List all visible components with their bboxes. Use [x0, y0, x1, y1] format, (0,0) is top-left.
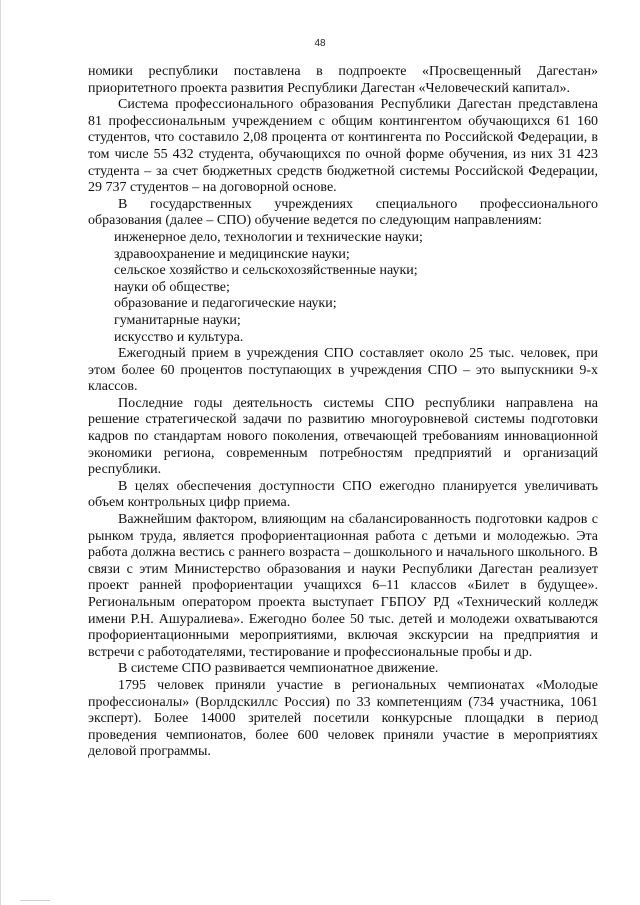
list-item: искусство и культура.	[114, 329, 244, 345]
paragraph-spo-system: Система профессионального образования Республики Дагестан представлена 81 профессиональным учреждением с общим контингентом обучающихся 61 160 студентов, что составило 2,08 процента от контингента по Российской Федерации, в том числе 55 432 студента, обучающихся по очной форме обучения, из них 31 423 студента – за счет бюджетных средств бюджетной системы Российской Федерации, 29 737 студентов – на договорной основе.	[88, 97, 598, 196]
paragraph-directions-intro: В государственных учреждениях специального профессионального образования (далее – СПО) обучение ведется по следующим направлениям:	[88, 196, 598, 229]
list-item: гуманитарные науки;	[114, 312, 241, 328]
directions-list	[88, 230, 598, 346]
scan-artifact	[20, 900, 50, 901]
paragraph-championship-stats: 1795 человек приняли участие в региональных чемпионатах «Молодые профессионалы» (Ворлдскиллс Россия) по 33 компетенциям (734 участника, 1061 эксперт). Более 14000 зрителей посетили конкурсные площадки в период проведения чемпионатов, более 600 человек приняли участие в мероприятиях деловой программы.	[88, 677, 598, 760]
paragraph-championship-intro: В системе СПО развивается чемпионатное движение.	[118, 661, 439, 677]
paragraph-admission: Ежегодный прием в учреждения СПО составляет около 25 тыс. человек, при этом более 60 процентов поступающих в учреждения СПО – это выпускники 9-х классов.	[88, 346, 598, 395]
paragraph-continuation: номики республики поставлена в подпроекте «Просвещенный Дагестан» приоритетного проекта развития Республики Дагестан «Человеческий капитал».	[88, 64, 598, 96]
list-item: науки об обществе;	[114, 279, 230, 295]
paragraph-career-guidance: Важнейшим фактором, влияющим на сбалансированность подготовки кадров с рынком труда, является профориентационная работа с детьми и молодежью. Эта работа должна вестись с раннего возраста – дошкольного и начального школьного. В связи с этим Министерство образования и науки Республики Дагестан реализует проект ранней профориентации учащихся 6–11 классов «Билет в будущее». Региональным оператором проекта выступает ГБПОУ РД «Технический колледж имени Р.Н. Ашуралиева». Ежегодно более 50 тыс. детей и молодежи охватываются профориентационными мероприятиями, включая экскурсии на предприятия и встречи с работодателями, тестирование и профессиональные пробы и др.	[88, 512, 598, 660]
list-item: инженерное дело, технологии и технические науки;	[114, 229, 423, 245]
document-body	[88, 64, 598, 761]
list-item: здравоохранение и медицинские науки;	[114, 246, 350, 262]
scan-edge	[0, 0, 1, 905]
page-number: 48	[314, 38, 326, 49]
paragraph-accessibility: В целях обеспечения доступности СПО ежегодно планируется увеличивать объем контрольных цифр приема.	[88, 478, 598, 511]
paragraph-strategy: Последние годы деятельность системы СПО республики направлена на решение стратегической задачи по развитию многоуровневой системы подготовки кадров по стандартам нового поколения, отвечающей требованиям инновационной экономики региона, современным потребностям предприятий и организаций республики.	[88, 395, 598, 478]
list-item: сельское хозяйство и сельскохозяйственные науки;	[114, 263, 418, 279]
list-item: образование и педагогические науки;	[114, 296, 337, 312]
